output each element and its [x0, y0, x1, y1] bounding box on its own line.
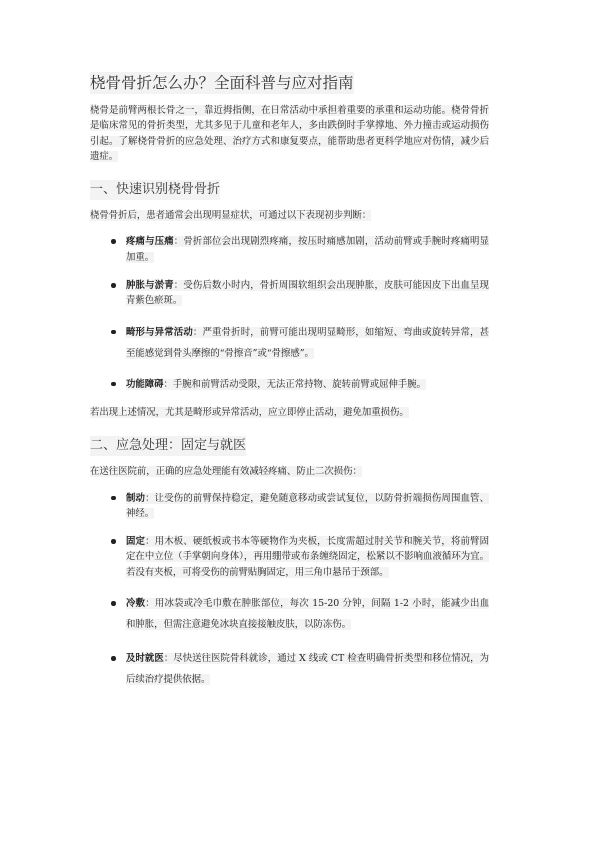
section2-lead: 在送往医院前，正确的应急处理能有效减轻疼痛、防止二次损伤：: [90, 466, 362, 478]
symptom-list: [90, 234, 489, 391]
bullet-icon: [111, 496, 116, 501]
section1-lead: 桡骨骨折后，患者通常会出现明显症状，可通过以下表现初步判断：: [90, 210, 372, 222]
list-item: 制动：让受伤的前臂保持稳定，避免随意移动或尝试复位，以防骨折端损伤周围血管、神经。: [90, 491, 489, 522]
section1-warning: 若出现上述情况，尤其是畸形或异常活动，应立即停止活动，避免加重损伤。: [90, 406, 409, 418]
list-item: 固定：用木板、硬纸板或书本等硬物作为夹板，长度需超过肘关节和腕关节，将前臂固定在中立位（手掌朝向身体），再用绷带或布条缠绕固定，松紧以不影响血液循环为宜。若没有夹板，可将受伤的前臂贴胸固定，用三角巾悬吊于颈部。: [90, 534, 489, 580]
bullet-icon: [111, 601, 116, 606]
bullet-icon: [111, 330, 116, 335]
list-item: 功能障碍：手腕和前臂活动受限，无法正常持物、旋转前臂或屈伸手腕。: [90, 377, 489, 392]
intro-paragraph: 桡骨是前臂两根长骨之一，靠近拇指侧，在日常活动中承担着重要的承重和运动功能。桡骨骨折是临床常见的骨折类型，尤其多见于儿童和老年人，多由跌倒时手掌撑地、外力撞击或运动损伤引起。了解桡骨骨折的应急处理、治疗方式和康复要点，能帮助患者更科学地应对伤情，减少后遗症。: [90, 105, 489, 162]
first-aid-list: [90, 491, 489, 690]
bullet-icon: [111, 283, 116, 288]
bullet-icon: [111, 539, 116, 544]
section-heading-first-aid: 二、应急处理：固定与就医: [90, 436, 246, 456]
bullet-icon: [111, 239, 116, 244]
list-item: 及时就医：尽快送往医院骨科就诊，通过 X 线或 CT 检查明确骨折类型和移位情况，为后续治疗提供依据。: [90, 648, 489, 690]
list-item: 冷敷：用冰袋或冷毛巾敷在肿胀部位，每次 15-20 分钟，间隔 1-2 小时，能减少出血和肿胀，但需注意避免冰块直接接触皮肤，以防冻伤。: [90, 593, 489, 635]
bullet-icon: [111, 382, 116, 387]
section-heading-identify: 一、快速识别桡骨骨折: [90, 180, 220, 200]
list-item: 疼痛与压痛：骨折部位会出现剧烈疼痛，按压时痛感加剧，活动前臂或手腕时疼痛明显加重。: [90, 234, 489, 265]
page-title: 桡骨骨折怎么办？全面科普与应对指南: [90, 74, 354, 92]
bullet-icon: [111, 656, 116, 661]
list-item: 畸形与异常活动：严重骨折时，前臂可能出现明显畸形，如缩短、弯曲或旋转异常，甚至能感觉到骨头摩擦的“骨擦音”或“骨擦感”。: [90, 322, 489, 364]
list-item: 肿胀与淤青：受伤后数小时内，骨折周围软组织会出现肿胀，皮肤可能因皮下出血呈现青紫色瘀斑。: [90, 278, 489, 309]
